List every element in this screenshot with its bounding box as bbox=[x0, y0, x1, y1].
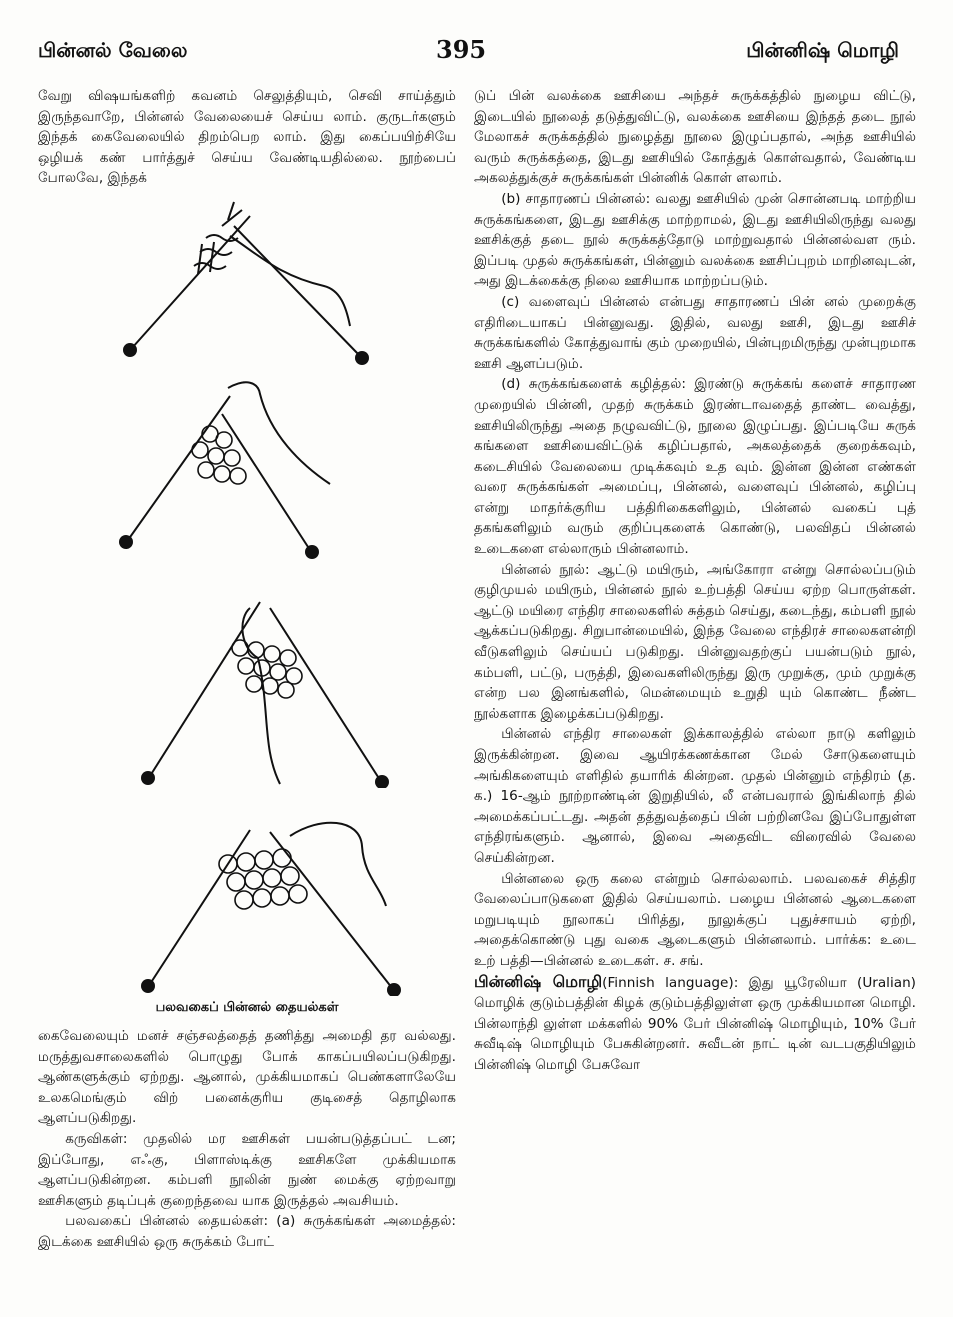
left-column-bottom bbox=[38, 1026, 456, 1253]
paragraph: (d) சுருக்கங்களைக் கழித்தல்: இரண்டு சுருக்கங் களைச் சாதாரண முறையில் பின்னி, முதற் சுருக்கம் இரண்டாவதைத் தாண்ட வைத்து, ஊசியிலிருந்து அதை நழுவவிட்டு, நூலை இழுப்பது. இப்படியே சுருக் கங்களை ஊசியைவிட்டுக் கழிப்பதால், அகலத்தைக் குறைக்கவும், கடைசியில் வேலையை முடிக்கவும் உத வும். இன்ன இன்ன எண்கள் வரை சுருக்கங்கள் அமைப்பு, பின்னல், வளைவுப் பின்னல், கழிப்பு என்று மாதர்க்குரிய பத்திரிகைகளிலும், பின்னல் வகைப் புத் தகங்களிலும் வரும் குறிப்புகளைக் கொண்டு, பலவிதப் பின்னல் உடைகளை எல்லாரும் பின்னலாம். bbox=[474, 376, 916, 558]
entry-title-english: (Finnish language): bbox=[602, 974, 739, 991]
paragraph: டுப் பின் வலக்கை ஊசியை அந்தச் சுருக்கத்தில் நுழைய விட்டு, இடையில் நூலைத் தடுத்துவிட்டு, வலக்கை ஊசியை இந்தத் தடை நூல் மேலாகச் சுருக்கத்தில் நுழைத்து நூலை இழுப்பதால், அந்த ஊசியில் வரும் சுருக்கத்தை, இடது ஊசியில் கோத்துக் கொள்வதால், வேண்டிய அகலத்துக்குச் சுருக்கங்கள் பின்னிக் கொள் ளலாம். bbox=[474, 88, 916, 187]
left-column-top bbox=[38, 86, 456, 189]
paragraph: (b) சாதாரணப் பின்னல்: வலது ஊசியில் முன் சொன்னபடி மாற்றிய சுருக்கங்களை, இடது ஊசிக்கு மாற்றாமல், இடது ஊசியிலிருந்து வலது ஊசிக்குத் தடை நூல் சுருக்கத்தோடு மாற்றுவதால் பின்னல்வள ரும். இப்படி முதல் சுருக்கங்கள், பின்னும் வலக்கை ஊசிப்புறம் மாறினவுடன், அது இடக்கைக்கு நிலை ஊசியாக மாற்றப்படும். bbox=[474, 190, 916, 290]
paragraph: பின்னலை ஒரு கலை என்றும் சொல்லலாம். பலவகைச் சித்திர வேலைப்பாடுகளை இதில் செய்யலாம். பழைய பின்னல் ஆடைகளை மறுபடியும் நூலாகப் பிரித்து, நூலுக்குப் புதுச்சாயம் ஏற்றி, அதைக்கொண்டு புது வகை ஆடைகளும் பின்னலாம். பார்க்க: உடை உற் பத்தி—பின்னல் உடைகள். ச. சங். bbox=[474, 870, 916, 969]
entry-text: இது யூரேலியா (Uralian) மொழிக் குடும்பத்தின் கிழக் குடும்பத்திலுள்ள ஒரு முக்கியமான மொழி. பின்லாந்தி லுள்ள மக்களில் 90% பேர் பின்னிஷ் மொழியும், 10% பேர் சுவீடிஷ் மொழியும் பேசுகின்றனர். சுவீடன் நாட் டின் வடபகுதியிலும் பின்னிஷ் மொழி பேசுவோ bbox=[474, 974, 916, 1073]
knitting-illustration-3 bbox=[110, 588, 410, 788]
right-column bbox=[474, 86, 916, 1076]
paragraph: பின்னல் எந்திர சாலைகள் இக்காலத்தில் எல்லா நாடு களிலும் இருக்கின்றன. இவை ஆயிரக்கணக்கான மேல் சோடுகளையும் அங்கிகளையும் எளிதில் தயாரிக் கின்றன. முதல் பின்னும் எந்திரம் (த. க.) 16-ஆம் நூற்றாண்டின் இறுதியில், லீ என்பவரால் இங்கிலாந் தில் அமைக்கப்பட்டது. அதன் தத்துவத்தைப் பின் பற்றினவே இப்போதுள்ள எந்திரங்களும். ஆனால், இவை அதைவிட விரைவில் வேலை செய்கின்றன. bbox=[474, 726, 916, 866]
paragraph: கைவேலையும் மனச் சஞ்சலத்தைத் தணித்து அமைதி தர வல்லது. மருத்துவசாலைகளில் பொழுது போக் காகப்பயிலப்படுகிறது. ஆண்களுக்கும் ஏற்றது. ஆனால், முக்கியமாகப் பெண்களாலேயே உலகமெங்கும் விற் பனைக்குரிய குடிசைத் தொழிலாக ஆளப்படுகிறது. bbox=[38, 1028, 456, 1127]
knitting-illustration-4 bbox=[110, 806, 410, 996]
running-head-left: பின்னல் வேலை bbox=[38, 38, 188, 62]
page-number: 395 bbox=[436, 35, 487, 64]
paragraph: பின்னல் நூல்: ஆட்டு மயிரும், அங்கோரா என்று சொல்லப்படும் குழிமுயல் மயிரும், பின்னல் நூல் உற்பத்தி செய்ய ஏற்ற பொருள்கள். ஆட்டு மயிரை எந்திர சாலைகளில் சுத்தம் செய்து, கடைந்து, கம்பளி நூல் ஆக்கப்படுகிறது. சிறுபான்மையில், இந்த வேலை எந்திரச் சாலைகளன்றி வீடுகளிலும் செய்யப் படுகிறது. பின்னுவதற்குப் பயன்படும் நூல், கம்பளி, பட்டு, பருத்தி, இவைகளிலிருந்து இரு முறுக்கு, மும் முறுக்கு என்ற பல இனங்களில், மென்மையும் உறுதி யும் கொண்ட நீண்ட நூல்களாக இழைக்கப்படுகிறது. bbox=[474, 561, 917, 722]
figure-caption: பலவகைப் பின்னல் தையல்கள் bbox=[155, 1000, 339, 1015]
paragraph: பலவகைப் பின்னல் தையல்கள்: (a) சுருக்கங்கள் அமைத்தல்: இடக்கை ஊசியில் ஒரு சுருக்கம் போட் bbox=[38, 1213, 456, 1250]
entry-title: பின்னிஷ் மொழி bbox=[474, 971, 603, 991]
knitting-illustration-1 bbox=[110, 196, 410, 372]
paragraph: கருவிகள்: முதலில் மர ஊசிகள் பயன்படுத்தப்பட் டன; இப்போது, எஃகு, பிளாஸ்டிக்கு ஊசிகளே முக்கியமாக ஆளப்படுகின்றன. கம்பளி நூலின் நுண் மைக்கு ஏற்றவாறு ஊசிகளும் தடிப்புக் குறைந்தவை யாக இருத்தல் அவசியம். bbox=[38, 1130, 456, 1209]
running-head-right: பின்னிஷ் மொழி bbox=[746, 38, 899, 62]
paragraph: (c) வளைவுப் பின்னல் என்பது சாதாரணப் பின் னல் முறைக்கு எதிரிடையாகப் பின்னுவது. இதில், வலது ஊசி, இடது ஊசிச் சுருக்கங்களில் கோத்துவாங் கும் முறையில், பின்புறமிருந்து முன்புறமாக ஊசி ஆளப்படும். bbox=[474, 293, 916, 372]
paragraph: வேறு விஷயங்களிற் கவனம் செலுத்தியும், செவி சாய்த்தும் இருந்தவாறே, பின்னல் வேலையைச் செய்ய லாம். குருடர்களும் இந்தக் கைவேலையில் திறம்பெற லாம். இது கைப்பயிற்சியே ஒழியக் கண் பார்த்துச் செய்ய வேண்டியதில்லை. நூற்பைப் போலவே, இந்தக் bbox=[38, 88, 456, 187]
knitting-illustration-2 bbox=[110, 374, 410, 560]
entry-paragraph bbox=[474, 972, 916, 1076]
